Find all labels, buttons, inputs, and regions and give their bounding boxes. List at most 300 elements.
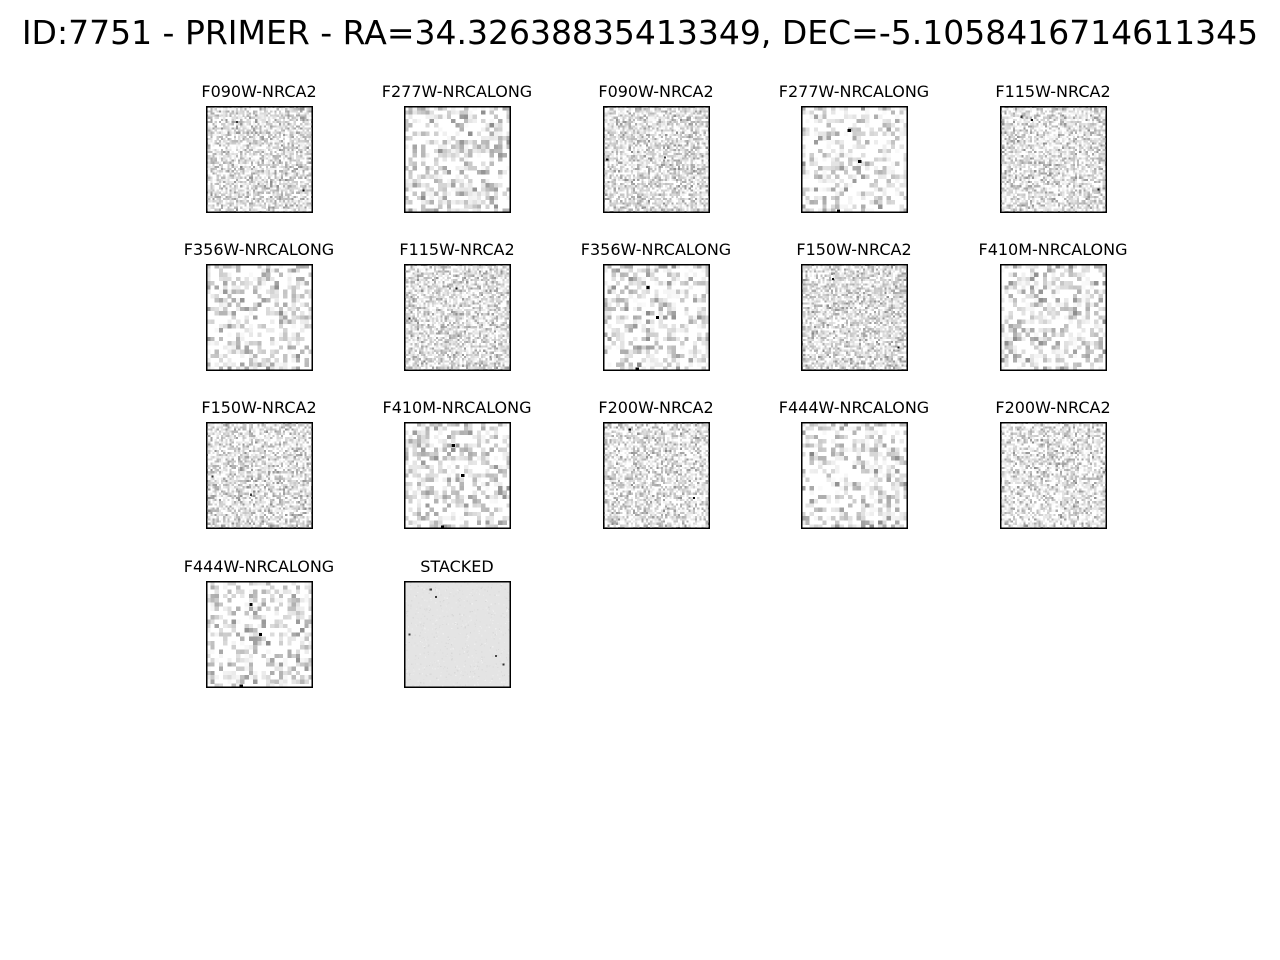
- pixel: [208, 166, 210, 168]
- pixel: [607, 202, 609, 204]
- pixel: [865, 162, 869, 166]
- pixel: [1034, 117, 1036, 119]
- pixel: [307, 119, 309, 121]
- pixel: [676, 125, 678, 127]
- pixel: [253, 157, 255, 159]
- pixel: [1013, 108, 1015, 110]
- pixel: [285, 187, 287, 189]
- pixel: [706, 179, 708, 181]
- pixel: [646, 121, 648, 123]
- pixel: [210, 200, 212, 202]
- pixel: [455, 192, 459, 196]
- pixel: [609, 125, 611, 127]
- pixel: [848, 157, 852, 161]
- pixel: [699, 136, 701, 138]
- pixel: [232, 187, 234, 189]
- pixel: [236, 170, 238, 172]
- pixel: [682, 119, 684, 121]
- pixel: [494, 200, 498, 204]
- pixel: [225, 136, 227, 138]
- pixel: [822, 166, 826, 170]
- pixel: [622, 209, 624, 211]
- pixel: [676, 181, 678, 183]
- pixel: [674, 138, 676, 140]
- pixel: [1073, 119, 1075, 121]
- pixel: [639, 187, 641, 189]
- pixel: [1081, 138, 1083, 140]
- pixel: [464, 192, 468, 196]
- pixel: [616, 179, 618, 181]
- pixel: [498, 140, 502, 144]
- pixel: [425, 140, 429, 144]
- pixel: [1056, 138, 1058, 140]
- cutout-panel: [954, 82, 1152, 218]
- pixel: [236, 166, 238, 168]
- pixel: [682, 170, 684, 172]
- pixel: [304, 153, 306, 155]
- pixel: [289, 155, 291, 157]
- pixel: [1015, 140, 1017, 142]
- pixel: [245, 145, 247, 147]
- pixel: [691, 153, 693, 155]
- pixel: [695, 187, 697, 189]
- pixel: [249, 194, 251, 196]
- pixel: [215, 121, 217, 123]
- pixel: [676, 155, 678, 157]
- pixel: [270, 200, 272, 202]
- pixel: [671, 183, 673, 185]
- pixel: [438, 200, 442, 204]
- pixel: [1015, 110, 1017, 112]
- pixel: [300, 136, 302, 138]
- pixel: [671, 194, 673, 196]
- pixel: [674, 172, 676, 174]
- pixel: [661, 162, 663, 164]
- pixel: [1088, 132, 1090, 134]
- pixel: [417, 110, 421, 114]
- pixel: [648, 160, 650, 162]
- pixel: [307, 200, 309, 202]
- pixel: [1075, 115, 1077, 117]
- pixel: [238, 127, 240, 129]
- pixel: [701, 117, 703, 119]
- pixel: [249, 181, 251, 183]
- pixel: [605, 134, 607, 136]
- pixel: [629, 185, 631, 187]
- pixel: [296, 187, 298, 189]
- pixel: [622, 162, 624, 164]
- pixel: [695, 204, 697, 206]
- pixel: [1024, 130, 1026, 132]
- pixel: [247, 121, 249, 123]
- pixel: [1030, 125, 1032, 127]
- pixel: [302, 202, 304, 204]
- pixel: [691, 194, 693, 196]
- pixel: [669, 123, 671, 125]
- pixel: [669, 112, 671, 114]
- pixel: [865, 123, 869, 127]
- pixel: [818, 149, 822, 153]
- pixel: [234, 166, 236, 168]
- pixel: [676, 185, 678, 187]
- pixel: [210, 157, 212, 159]
- cutout-image: [603, 106, 710, 213]
- pixel: [676, 196, 678, 198]
- pixel: [238, 160, 240, 162]
- pixel: [208, 200, 210, 202]
- pixel: [654, 185, 656, 187]
- pixel: [827, 140, 831, 144]
- pixel: [609, 153, 611, 155]
- pixel: [285, 189, 287, 191]
- pixel: [451, 149, 455, 153]
- pixel: [633, 138, 635, 140]
- point-source: [664, 156, 666, 158]
- pixel: [230, 181, 232, 183]
- pixel: [307, 153, 309, 155]
- pixel: [1073, 130, 1075, 132]
- pixel: [671, 115, 673, 117]
- pixel: [251, 177, 253, 179]
- pixel: [242, 170, 244, 172]
- pixel: [251, 136, 253, 138]
- pixel: [219, 162, 221, 164]
- pixel: [616, 125, 618, 127]
- pixel: [210, 112, 212, 114]
- pixel: [699, 157, 701, 159]
- pixel: [682, 194, 684, 196]
- pixel: [255, 194, 257, 196]
- pixel: [1062, 140, 1064, 142]
- pixel: [618, 172, 620, 174]
- pixel: [639, 138, 641, 140]
- pixel: [680, 108, 682, 110]
- pixel: [253, 130, 255, 132]
- pixel: [247, 149, 249, 151]
- pixel: [810, 162, 814, 166]
- pixel: [805, 174, 809, 178]
- pixel: [682, 160, 684, 162]
- pixel: [1036, 136, 1038, 138]
- pixel: [704, 172, 706, 174]
- pixel: [249, 123, 251, 125]
- pixel: [609, 110, 611, 112]
- pixel: [605, 194, 607, 196]
- pixel: [1019, 119, 1021, 121]
- pixel: [697, 166, 699, 168]
- pixel: [212, 162, 214, 164]
- pixel: [1098, 112, 1100, 114]
- pixel: [682, 136, 684, 138]
- pixel: [255, 172, 257, 174]
- pixel: [490, 157, 494, 161]
- pixel: [633, 187, 635, 189]
- pixel: [684, 177, 686, 179]
- pixel: [236, 149, 238, 151]
- pixel: [605, 142, 607, 144]
- pixel: [225, 151, 227, 153]
- pixel: [612, 132, 614, 134]
- pixel: [1017, 132, 1019, 134]
- pixel: [627, 187, 629, 189]
- pixel: [622, 115, 624, 117]
- pixel: [1101, 142, 1103, 144]
- pixel: [642, 130, 644, 132]
- pixel: [262, 119, 264, 121]
- pixel: [281, 130, 283, 132]
- pixel: [270, 172, 272, 174]
- pixel: [1058, 142, 1060, 144]
- pixel: [637, 183, 639, 185]
- pixel: [620, 123, 622, 125]
- pixel: [650, 160, 652, 162]
- pixel: [629, 127, 631, 129]
- pixel: [691, 130, 693, 132]
- pixel: [1019, 121, 1021, 123]
- pixel: [620, 138, 622, 140]
- pixel: [614, 121, 616, 123]
- pixel: [642, 174, 644, 176]
- pixel: [1028, 115, 1030, 117]
- pixel: [270, 145, 272, 147]
- pixel: [270, 125, 272, 127]
- pixel: [245, 164, 247, 166]
- pixel: [217, 166, 219, 168]
- pixel: [219, 127, 221, 129]
- pixel: [212, 198, 214, 200]
- pixel: [257, 142, 259, 144]
- pixel: [230, 112, 232, 114]
- pixel: [296, 142, 298, 144]
- pixel: [678, 192, 680, 194]
- pixel: [637, 202, 639, 204]
- pixel: [648, 117, 650, 119]
- pixel: [292, 123, 294, 125]
- pixel: [684, 119, 686, 121]
- pixel: [245, 153, 247, 155]
- pixel: [272, 192, 274, 194]
- pixel: [1002, 125, 1004, 127]
- pixel: [627, 185, 629, 187]
- pixel: [289, 187, 291, 189]
- pixel: [225, 198, 227, 200]
- pixel: [260, 202, 262, 204]
- pixel: [680, 179, 682, 181]
- pixel: [1073, 121, 1075, 123]
- pixel: [289, 115, 291, 117]
- pixel: [607, 196, 609, 198]
- pixel: [1056, 142, 1058, 144]
- pixel: [223, 117, 225, 119]
- pixel: [682, 155, 684, 157]
- pixel: [219, 151, 221, 153]
- pixel: [861, 132, 865, 136]
- pixel: [266, 127, 268, 129]
- pixel: [1083, 134, 1085, 136]
- cutout-image: [206, 106, 313, 213]
- pixel: [451, 153, 455, 157]
- pixel: [221, 170, 223, 172]
- pixel: [1071, 125, 1073, 127]
- pixel: [639, 202, 641, 204]
- pixel: [281, 183, 283, 185]
- pixel: [257, 181, 259, 183]
- pixel: [257, 149, 259, 151]
- pixel: [1049, 115, 1051, 117]
- pixel: [232, 132, 234, 134]
- pixel: [300, 147, 302, 149]
- pixel: [848, 153, 852, 157]
- pixel: [245, 149, 247, 151]
- pixel: [633, 196, 635, 198]
- pixel: [1054, 130, 1056, 132]
- pixel: [270, 179, 272, 181]
- pixel: [699, 112, 701, 114]
- pixel: [1071, 117, 1073, 119]
- pixel: [232, 112, 234, 114]
- pixel: [650, 194, 652, 196]
- pixel: [234, 108, 236, 110]
- pixel: [247, 162, 249, 164]
- pixel: [208, 160, 210, 162]
- pixel: [680, 183, 682, 185]
- pixel: [644, 174, 646, 176]
- pixel: [253, 189, 255, 191]
- pixel: [680, 153, 682, 155]
- pixel: [232, 189, 234, 191]
- pixel: [646, 166, 648, 168]
- pixel: [262, 187, 264, 189]
- pixel: [659, 136, 661, 138]
- pixel: [618, 127, 620, 129]
- pixel: [296, 168, 298, 170]
- pixel: [1047, 117, 1049, 119]
- pixel: [215, 196, 217, 198]
- pixel: [637, 119, 639, 121]
- pixel: [661, 185, 663, 187]
- pixel: [481, 179, 485, 183]
- pixel: [857, 119, 861, 123]
- pixel: [307, 194, 309, 196]
- pixel: [247, 185, 249, 187]
- pixel: [629, 125, 631, 127]
- pixel: [1101, 138, 1103, 140]
- pixel: [631, 117, 633, 119]
- pixel: [1017, 140, 1019, 142]
- pixel: [1011, 132, 1013, 134]
- pixel: [236, 140, 238, 142]
- pixel: [208, 132, 210, 134]
- pixel: [494, 136, 498, 140]
- pixel: [296, 170, 298, 172]
- pixel: [646, 194, 648, 196]
- pixel: [208, 174, 210, 176]
- pixel: [277, 192, 279, 194]
- pixel: [417, 119, 421, 123]
- pixel: [620, 147, 622, 149]
- pixel: [697, 189, 699, 191]
- pixel: [676, 207, 678, 209]
- pixel: [624, 125, 626, 127]
- pixel: [1066, 132, 1068, 134]
- pixel: [232, 115, 234, 117]
- pixel: [682, 189, 684, 191]
- pixel: [657, 162, 659, 164]
- pixel: [654, 119, 656, 121]
- pixel: [646, 202, 648, 204]
- pixel: [227, 125, 229, 127]
- pixel: [635, 179, 637, 181]
- pixel: [671, 138, 673, 140]
- pixel: [498, 145, 502, 149]
- pixel: [230, 140, 232, 142]
- pixel: [232, 108, 234, 110]
- pixel: [289, 194, 291, 196]
- pixel: [1068, 110, 1070, 112]
- pixel: [285, 153, 287, 155]
- pixel: [217, 127, 219, 129]
- pixel: [663, 130, 665, 132]
- pixel: [1019, 108, 1021, 110]
- pixel: [294, 123, 296, 125]
- pixel: [225, 170, 227, 172]
- pixel: [1041, 138, 1043, 140]
- pixel: [697, 172, 699, 174]
- pixel: [665, 162, 667, 164]
- pixel: [835, 119, 839, 123]
- pixel: [667, 140, 669, 142]
- pixel: [502, 170, 506, 174]
- pixel: [676, 164, 678, 166]
- pixel: [277, 179, 279, 181]
- pixel: [215, 170, 217, 172]
- pixel: [217, 196, 219, 198]
- pixel: [693, 125, 695, 127]
- pixel: [616, 153, 618, 155]
- pixel: [302, 138, 304, 140]
- pixel: [245, 151, 247, 153]
- pixel: [300, 168, 302, 170]
- pixel: [652, 136, 654, 138]
- pixel: [607, 207, 609, 209]
- pixel: [304, 134, 306, 136]
- pixel: [292, 183, 294, 185]
- pixel: [251, 202, 253, 204]
- pixel: [249, 147, 251, 149]
- pixel: [614, 189, 616, 191]
- pixel: [669, 110, 671, 112]
- pixel: [1096, 140, 1098, 142]
- pixel: [678, 204, 680, 206]
- pixel: [650, 121, 652, 123]
- pixel: [247, 147, 249, 149]
- pixel: [631, 145, 633, 147]
- pixel: [266, 198, 268, 200]
- pixel: [1011, 112, 1013, 114]
- pixel: [257, 204, 259, 206]
- pixel: [285, 204, 287, 206]
- pixel: [210, 189, 212, 191]
- pixel: [704, 132, 706, 134]
- pixel: [223, 185, 225, 187]
- pixel: [1092, 134, 1094, 136]
- pixel: [614, 187, 616, 189]
- pixel: [230, 209, 232, 211]
- pixel: [1098, 108, 1100, 110]
- pixel: [614, 147, 616, 149]
- pixel: [300, 127, 302, 129]
- pixel: [671, 174, 673, 176]
